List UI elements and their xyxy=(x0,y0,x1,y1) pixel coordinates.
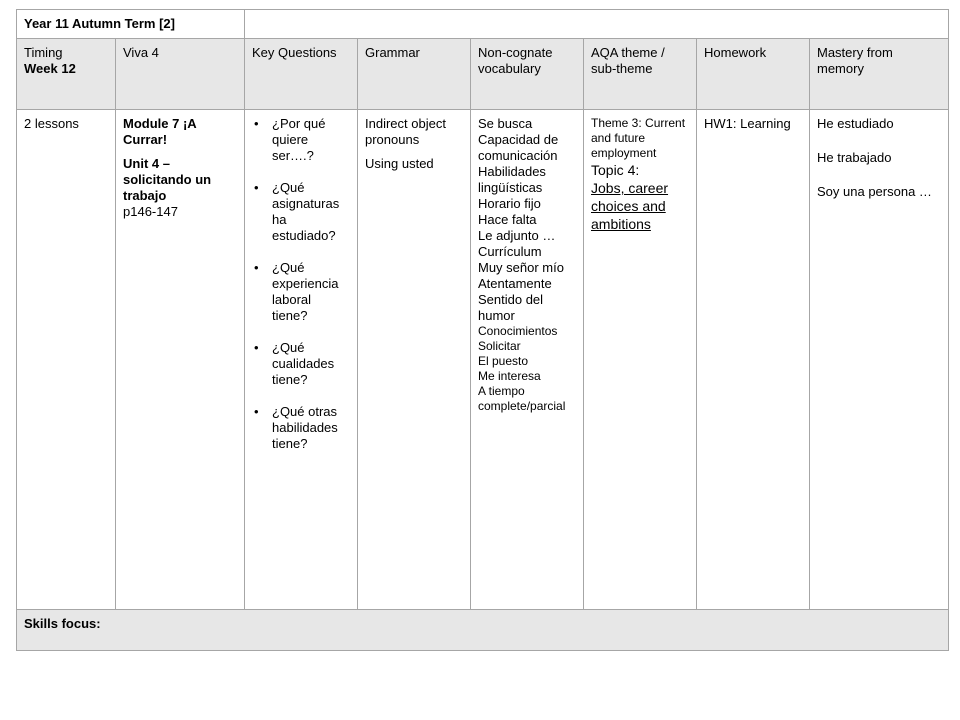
mastery-item: He estudiado xyxy=(817,116,894,131)
header-timing-label: Timing xyxy=(24,45,63,60)
aqa-theme-cell xyxy=(584,110,697,610)
question-item: • ¿Qué experiencia laboral tiene? xyxy=(264,260,350,324)
grammar-cell xyxy=(358,110,471,610)
question-item: • ¿Qué otras habilidades tiene? xyxy=(264,404,350,452)
vocab-item: Hace falta xyxy=(478,212,537,227)
vocab-item: A tiempo complete/parcial xyxy=(478,384,566,413)
title-blank-cell xyxy=(245,10,949,39)
unit-pages: p146-147 xyxy=(123,204,178,219)
viva-cell xyxy=(116,110,245,610)
header-aqa-theme: AQA theme / sub-theme xyxy=(584,39,697,110)
grammar-item: Using usted xyxy=(365,156,434,171)
header-vocabulary: Non-cognate vocabulary xyxy=(471,39,584,110)
vocab-item: Muy señor mío xyxy=(478,260,564,275)
header-week-label: Week 12 xyxy=(24,61,76,76)
lesson-row xyxy=(17,110,949,610)
mastery-item: He trabajado xyxy=(817,150,892,165)
lesson-plan-table xyxy=(16,9,949,651)
module-title: Module 7 ¡A Currar! xyxy=(123,116,197,147)
key-questions-cell xyxy=(245,110,358,610)
vocab-item: Capacidad de comunicación xyxy=(478,132,559,163)
header-key-questions: Key Questions xyxy=(245,39,358,110)
header-grammar: Grammar xyxy=(358,39,471,110)
vocab-item: Currículum xyxy=(478,244,542,259)
topic-label: Topic 4: xyxy=(591,162,640,178)
grammar-item: Indirect object pronouns xyxy=(365,116,446,147)
header-timing xyxy=(17,39,116,110)
header-viva: Viva 4 xyxy=(116,39,245,110)
question-item: • ¿Por qué quiere ser….? xyxy=(264,116,350,164)
vocab-item: Horario fijo xyxy=(478,196,541,211)
topic-link[interactable]: Jobs, career choices and ambitions xyxy=(591,180,669,232)
header-mastery: Mastery from memory xyxy=(810,39,949,110)
key-questions-list xyxy=(252,116,350,452)
vocab-item: Solicitar xyxy=(478,339,521,353)
vocab-item: Atentamente xyxy=(478,276,552,291)
skills-row xyxy=(17,610,949,651)
timing-cell: 2 lessons xyxy=(17,110,116,610)
mastery-item: Soy una persona … xyxy=(817,184,932,199)
homework-cell: HW1: Learning xyxy=(697,110,810,610)
question-item: • ¿Qué asignaturas ha estudiado? xyxy=(264,180,350,244)
vocab-item: Le adjunto … xyxy=(478,228,556,243)
vocab-item: Habilidades lingüísticas xyxy=(478,164,546,195)
unit-title: Unit 4 – solicitando un trabajo xyxy=(123,156,212,203)
vocab-item: Se busca xyxy=(478,116,533,131)
header-row xyxy=(17,39,949,110)
vocab-item: El puesto xyxy=(478,354,529,368)
skills-focus-label: Skills focus: xyxy=(17,610,949,651)
theme-text: Theme 3: Current and future employment xyxy=(591,116,686,160)
table-title: Year 11 Autumn Term [2] xyxy=(17,10,245,39)
vocabulary-cell xyxy=(471,110,584,610)
mastery-cell xyxy=(810,110,949,610)
vocab-item: Conocimientos xyxy=(478,324,558,338)
vocab-item: Me interesa xyxy=(478,369,541,383)
question-item: • ¿Qué cualidades tiene? xyxy=(264,340,350,388)
header-homework: Homework xyxy=(697,39,810,110)
vocab-item: Sentido del humor xyxy=(478,292,544,323)
